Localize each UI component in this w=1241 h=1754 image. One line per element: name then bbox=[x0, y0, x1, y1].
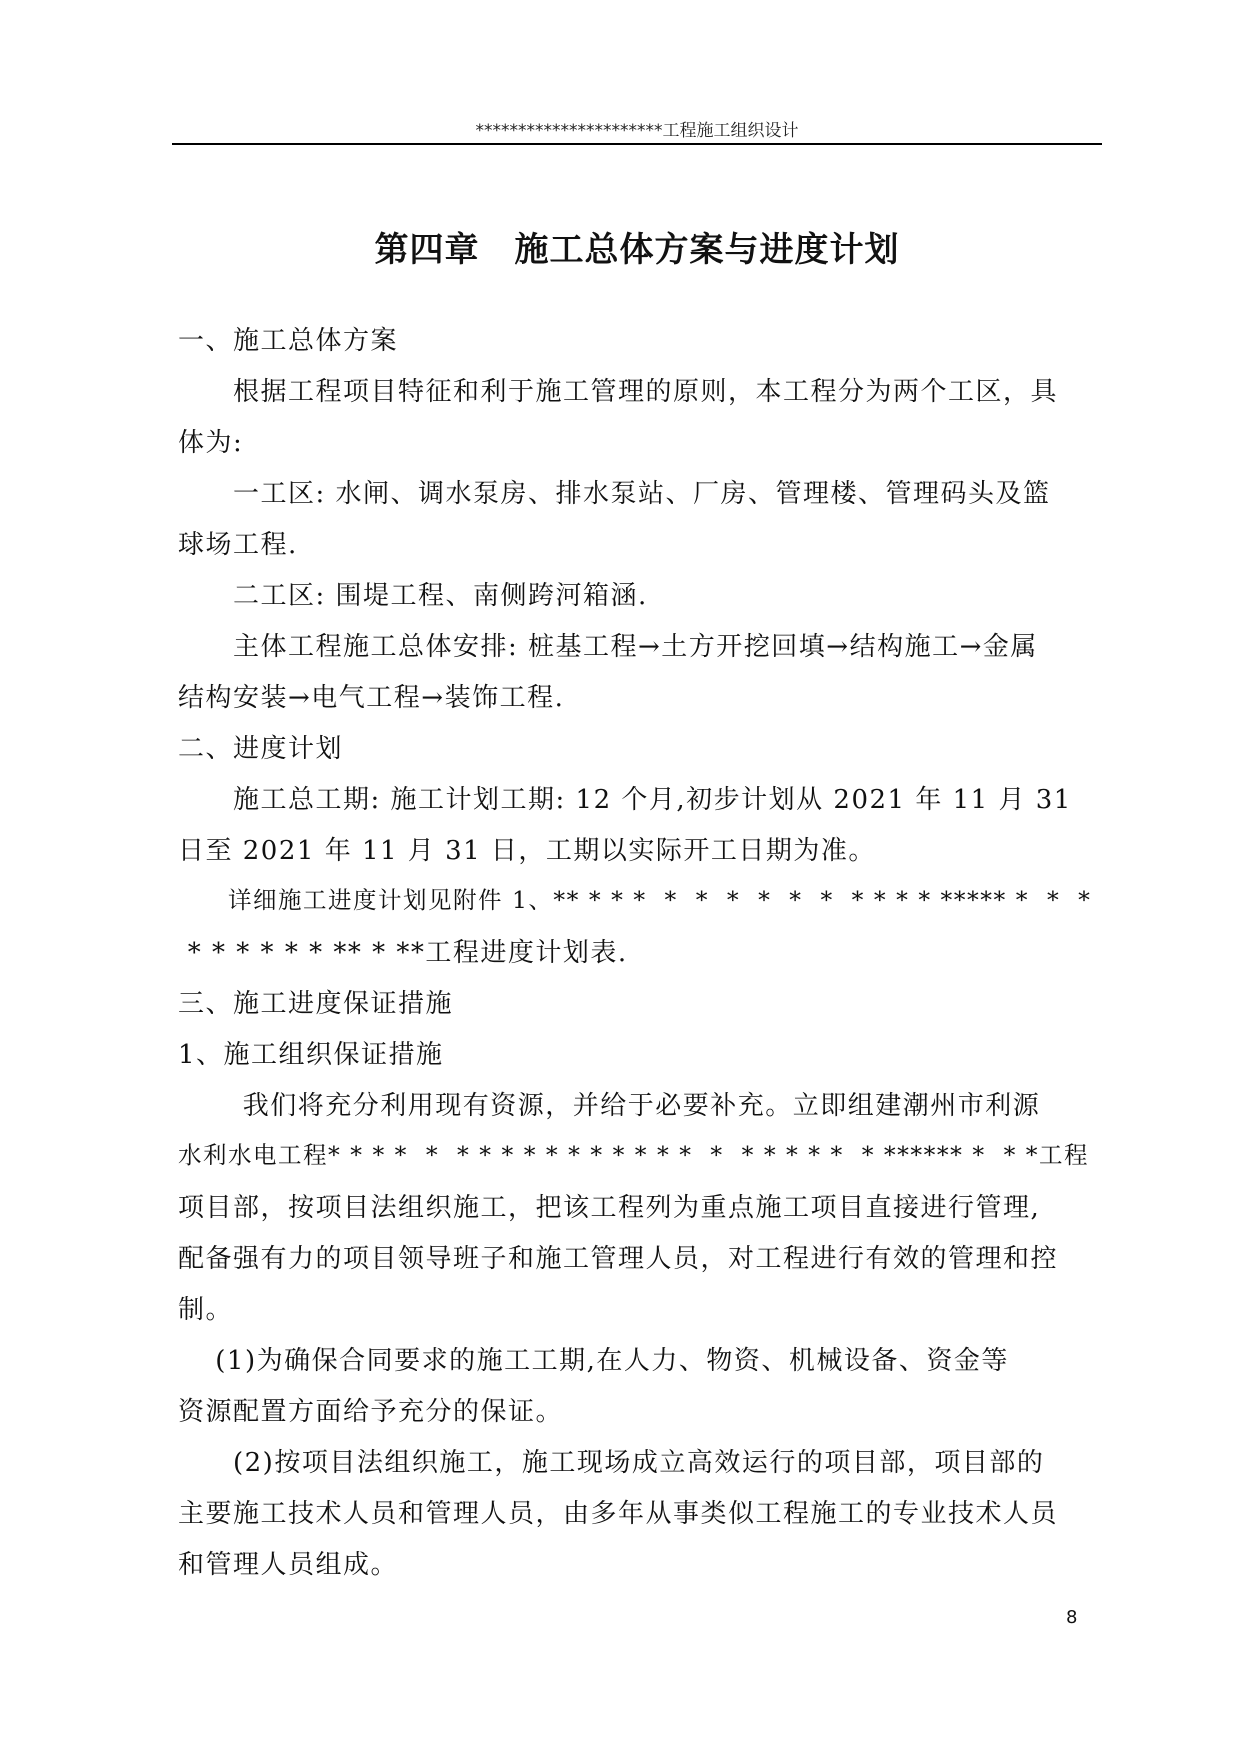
section-heading: 二、进度计划 bbox=[178, 734, 344, 764]
page-header: **********************工程施工组织设计 bbox=[475, 121, 799, 141]
text-line: 球场工程. bbox=[178, 530, 298, 560]
text-line: 日至 2021 年 11 月 31 日，工期以实际开工日期为准。 bbox=[178, 836, 876, 866]
text-line: 详细施工进度计划见附件 1、** * * * * * * * * * * * * * ***** * * * bbox=[178, 886, 1092, 914]
section-heading: 一、施工总体方案 bbox=[178, 326, 399, 356]
text-line: 我们将充分利用现有资源，并给于必要补充。立即组建潮州市利源 bbox=[178, 1091, 1041, 1121]
text-line: 配备强有力的项目领导班子和施工管理人员，对工程进行有效的管理和控 bbox=[178, 1244, 1059, 1274]
text-line: 水利水电工程* * * * * * * * * * * * * * * * * * * * * * * ****** * * *工程 bbox=[178, 1141, 1090, 1169]
text-line: 根据工程项目特征和利于施工管理的原则，本工程分为两个工区，具 bbox=[178, 377, 1059, 407]
text-line: * * * * * * ** * **工程进度计划表. bbox=[178, 938, 628, 968]
text-line: 施工总工期: 施工计划工期: 12 个月,初步计划从 2021 年 11 月 31 bbox=[178, 785, 1072, 815]
text-line: (2)按项目法组织施工，施工现场成立高效运行的项目部，项目部的 bbox=[178, 1448, 1045, 1478]
text-line: 制。 bbox=[178, 1295, 234, 1325]
text-line: 二工区: 围堤工程、南侧跨河箱涵. bbox=[178, 581, 648, 611]
text-line: 一工区: 水闸、调水泵房、排水泵站、厂房、管理楼、管理码头及篮 bbox=[178, 479, 1051, 509]
text-line: 结构安装→电气工程→装饰工程. bbox=[178, 683, 565, 713]
text-line: 资源配置方面给予充分的保证。 bbox=[178, 1397, 564, 1427]
chapter-title: 第四章 施工总体方案与进度计划 bbox=[374, 230, 900, 270]
text-line: 项目部，按项目法组织施工，把该工程列为重点施工项目直接进行管理, bbox=[178, 1193, 1041, 1223]
section-heading: 三、施工进度保证措施 bbox=[178, 989, 454, 1019]
text-line: 主体工程施工总体安排: 桩基工程→土方开挖回填→结构施工→金属 bbox=[178, 632, 1038, 662]
text-line: (1)为确保合同要求的施工工期,在人力、物资、机械设备、资金等 bbox=[178, 1346, 1009, 1376]
header-divider bbox=[172, 143, 1102, 145]
text-line: 和管理人员组成。 bbox=[178, 1550, 399, 1580]
text-line: 体为: bbox=[178, 428, 244, 458]
page-number: 8 bbox=[1066, 1607, 1078, 1628]
subsection-heading: 1、施工组织保证措施 bbox=[178, 1040, 444, 1070]
text-line: 主要施工技术人员和管理人员，由多年从事类似工程施工的专业技术人员 bbox=[178, 1499, 1059, 1529]
